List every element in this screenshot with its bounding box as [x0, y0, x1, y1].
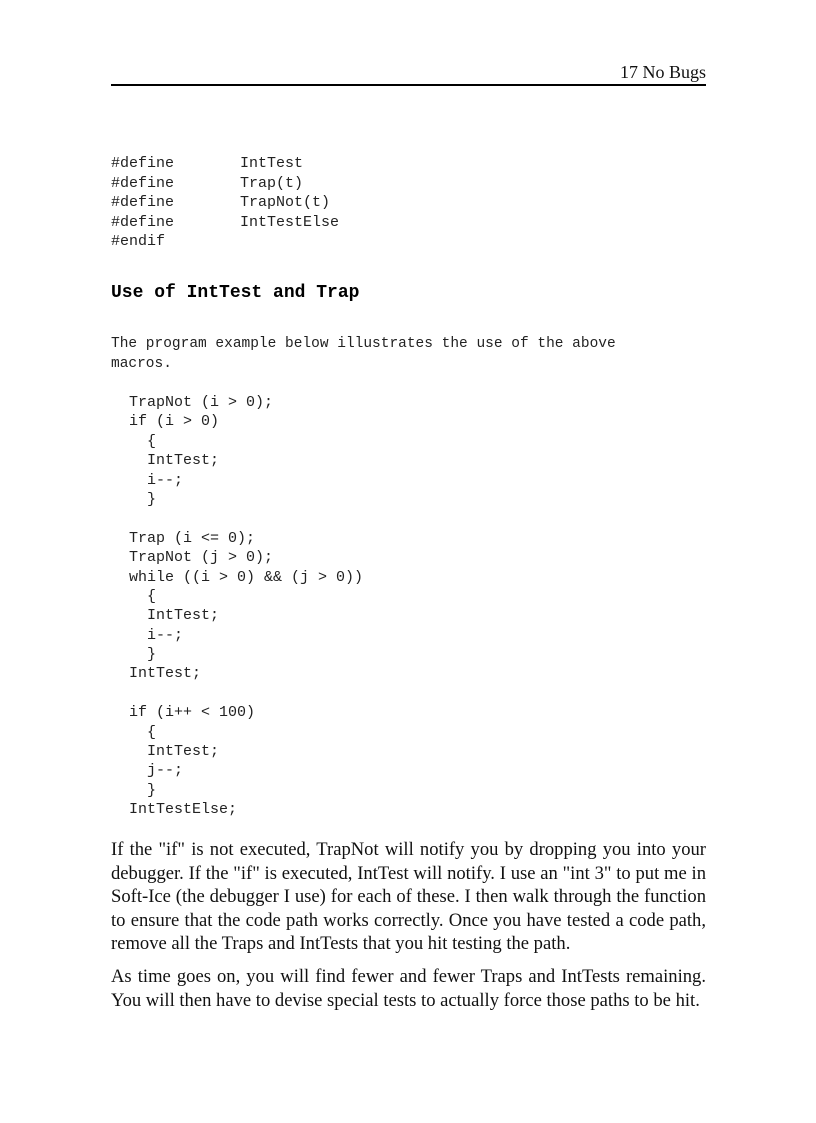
- code-line: IntTest;: [129, 607, 220, 625]
- code-line: {: [129, 432, 157, 450]
- code-line: {: [129, 587, 157, 605]
- code-line: i--;: [129, 626, 184, 644]
- define-macro-name: Trap(t): [240, 174, 304, 192]
- define-row: [111, 193, 339, 213]
- define-keyword: #define: [111, 213, 175, 231]
- code-line: IntTest;: [129, 665, 202, 683]
- define-row: [111, 154, 339, 174]
- code-line: IntTestElse;: [129, 801, 238, 819]
- code-line: }: [129, 646, 157, 664]
- code-line: if (i > 0): [129, 413, 220, 431]
- code-line: TrapNot (i > 0);: [129, 394, 274, 411]
- code-line: [129, 509, 363, 528]
- paragraph: As time goes on, you will find fewer and fewer Traps and IntTests remaining. You will then have to devise special tests to actually force those paths to be hit.: [111, 965, 706, 1011]
- code-line: j--;: [129, 762, 184, 780]
- code-line: TrapNot (j > 0);: [129, 549, 274, 567]
- define-block: [111, 154, 339, 252]
- code-line: }: [129, 781, 157, 799]
- define-keyword: #define: [111, 194, 175, 211]
- code-line: if (i++ < 100): [129, 704, 256, 722]
- page-header-title: 17 No Bugs: [619, 62, 706, 82]
- code-line: [129, 684, 363, 703]
- define-macro-name: IntTest: [240, 155, 304, 172]
- define-macro-name: TrapNot(t): [240, 194, 331, 211]
- paragraph: If the "if" is not executed, TrapNot will notify you by dropping you into your debugger. If the "if" is executed, IntTest will notify. I use an "int 3" to put me in Soft-Ice (the debugger I use) for each of these. I then walk through the function to ensure that the code path works correctly. Once you have tested a code path, remove all the Traps and IntTests that you hit testing the path.: [111, 839, 706, 955]
- endif-keyword: #endif: [111, 233, 166, 250]
- code-line: Trap (i <= 0);: [129, 529, 256, 547]
- code-line: }: [129, 490, 157, 508]
- define-keyword: #define: [111, 174, 175, 192]
- define-keyword: #define: [111, 155, 175, 172]
- body-text: [111, 838, 706, 1021]
- code-line: IntTest;: [129, 452, 220, 470]
- define-row: [111, 213, 339, 233]
- code-example: [129, 393, 363, 820]
- intro-text: The program example below illustrates the use of the above macros.: [111, 336, 616, 372]
- page-header: [111, 61, 706, 86]
- define-row: [111, 174, 339, 194]
- code-line: while ((i > 0) && (j > 0)): [129, 568, 364, 586]
- code-line: IntTest;: [129, 743, 220, 761]
- code-line: i--;: [129, 471, 184, 489]
- section-heading: Use of IntTest and Trap: [111, 283, 360, 303]
- define-macro-name: IntTestElse: [240, 213, 340, 231]
- define-row: [111, 232, 339, 252]
- code-line: {: [129, 723, 157, 741]
